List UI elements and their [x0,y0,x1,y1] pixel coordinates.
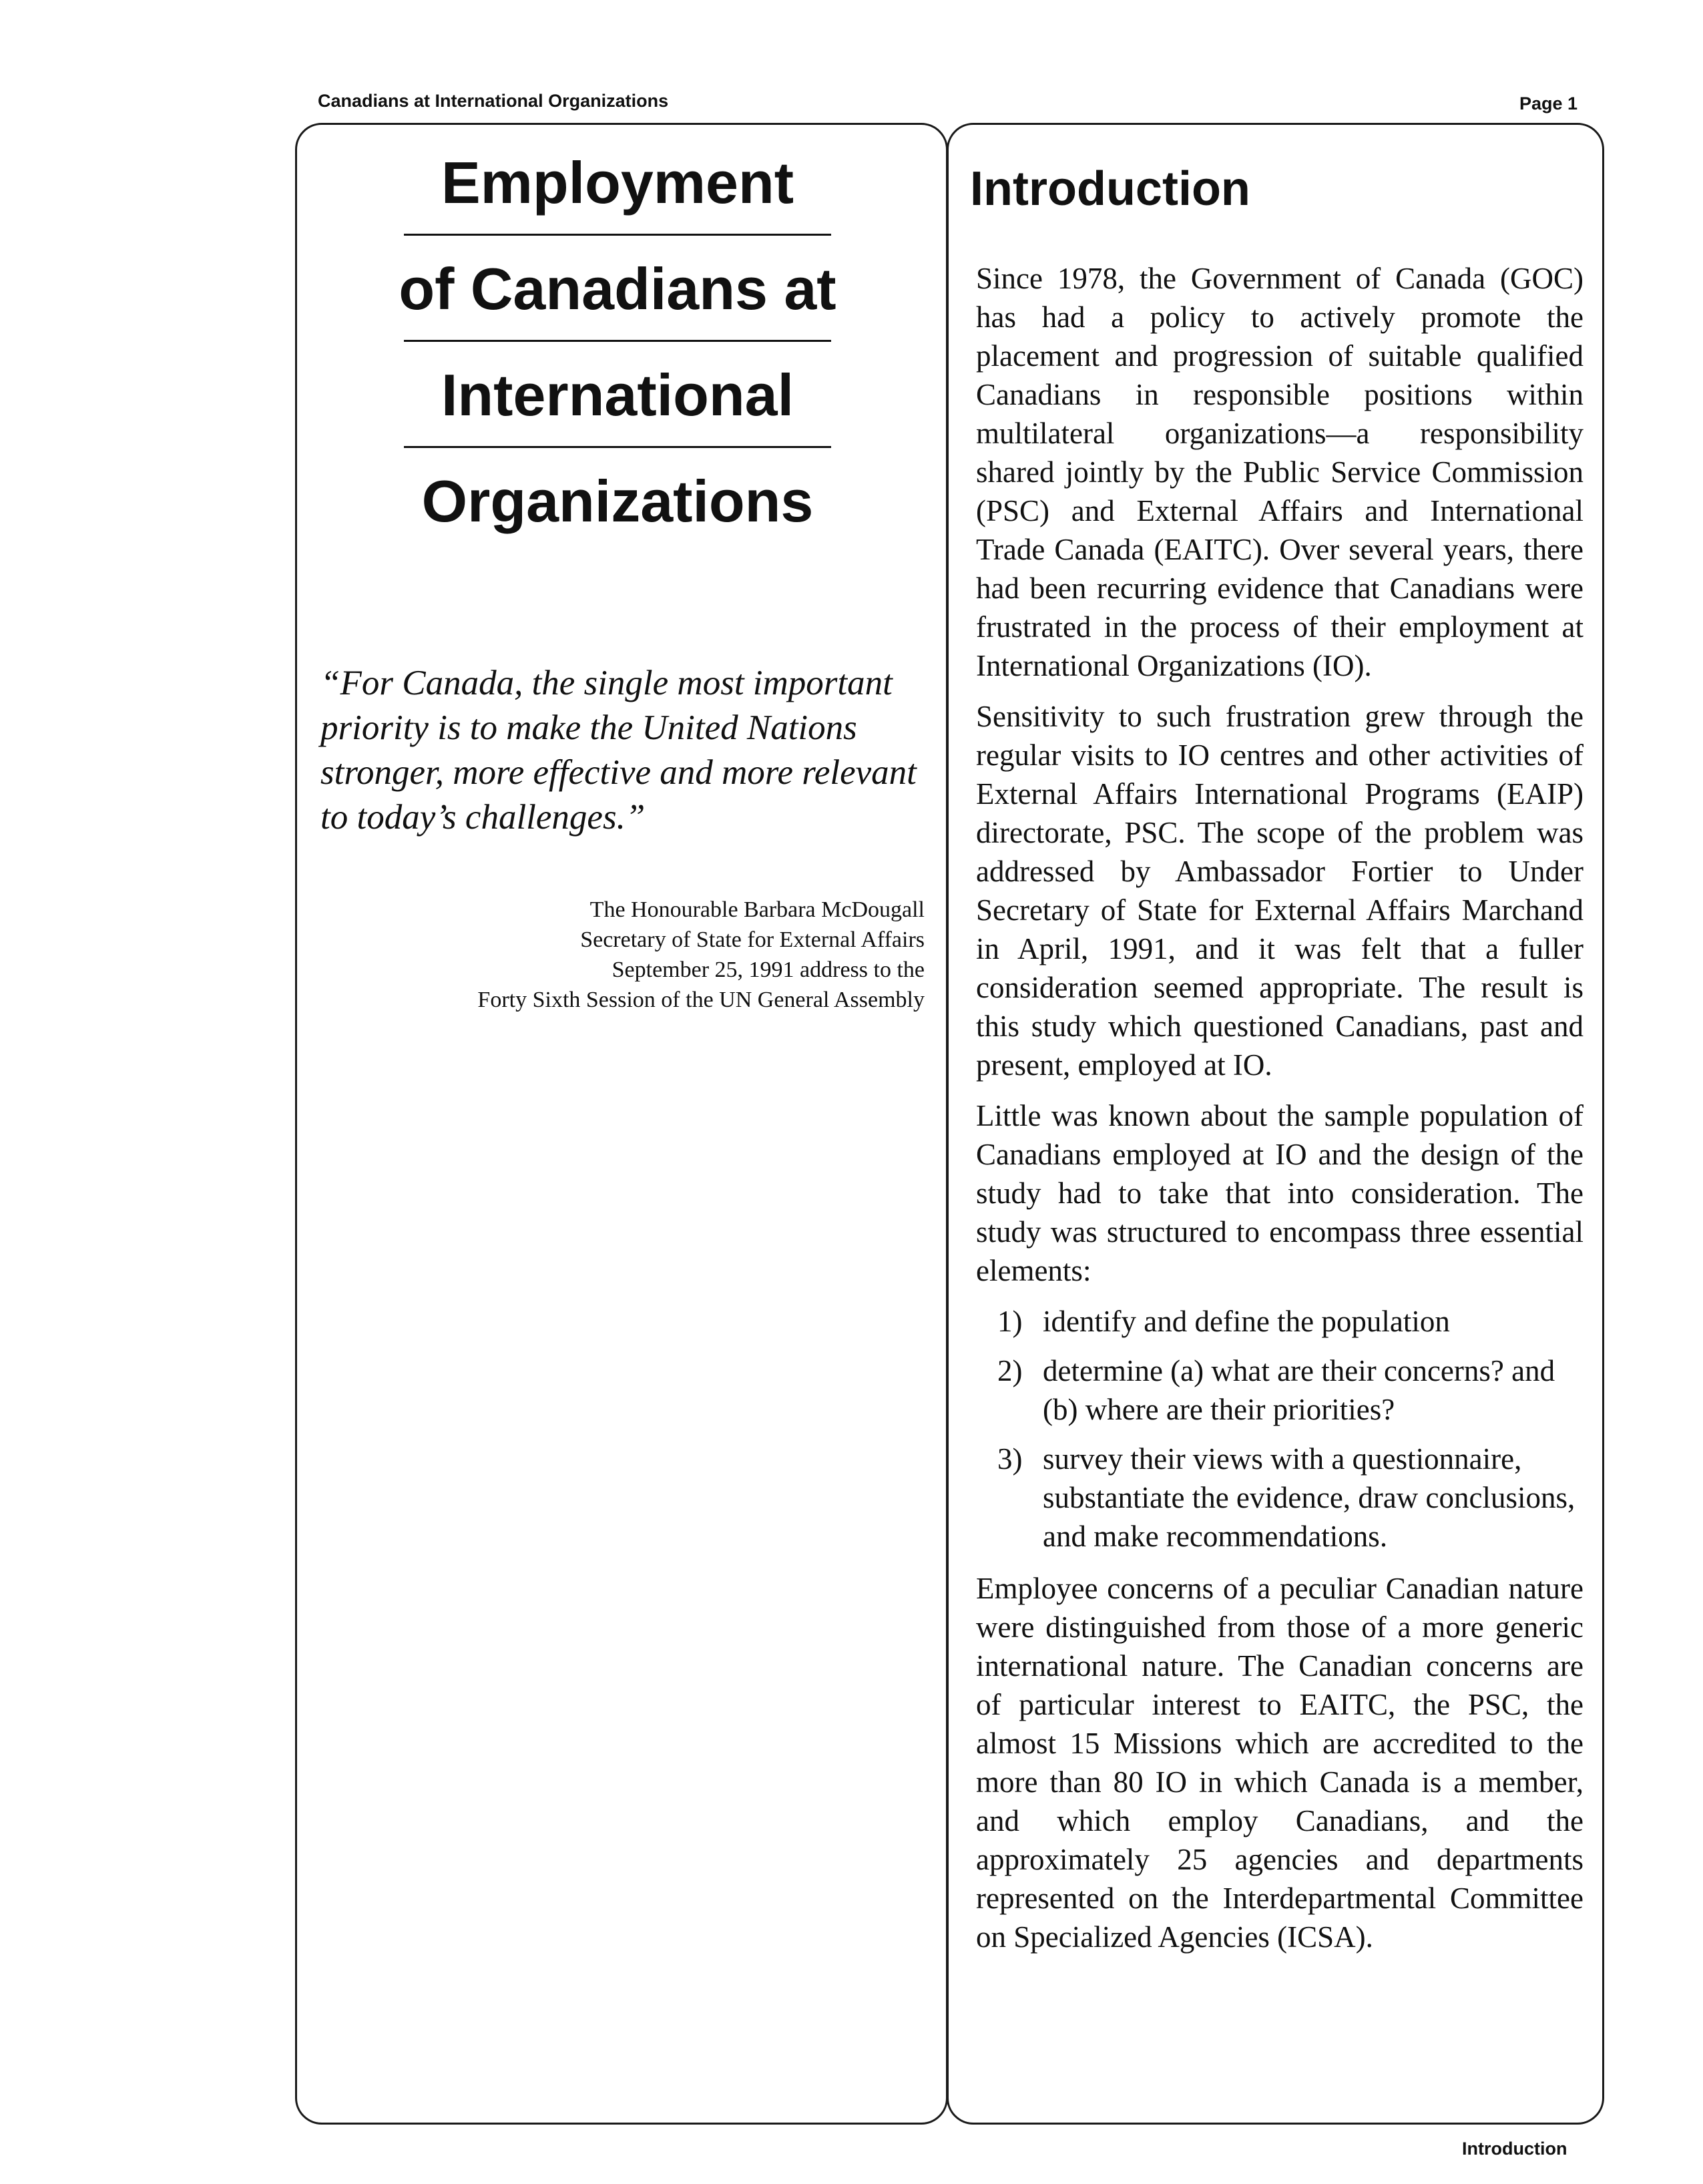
title-divider [404,234,831,236]
quote-attribution [320,895,925,1015]
list-item-text: survey their views with a questionnaire, substantiate the evidence, draw conclusions, and make recommendations. [1043,1442,1575,1553]
list-item [976,1440,1584,1556]
list-item-text: determine (a) what are their concerns? and (b) where are their priorities? [1043,1354,1555,1426]
running-title: Canadians at International Organizations [318,91,669,111]
elements-list [976,1302,1584,1556]
list-number: 1) [997,1305,1023,1338]
attribution-line: September 25, 1991 address to the [612,957,925,982]
title-divider [404,340,831,342]
list-number: 2) [997,1354,1023,1387]
body-paragraph: Little was known about the sample population of Canadians employed at IO and the design of the study had to take that into consideration. The study was structured to encompass three essential elements: [976,1099,1584,1287]
body-paragraph: Since 1978, the Government of Canada (GOC) has had a policy to actively promote the placement and progression of suitable qualified Canadians in responsible positions within multilateral organizations—a responsibility shared jointly by the Public Service Commission (PSC) and External Affairs and International Trade Canada (EAITC). Over several years, there had been recurring evidence that Canadians were frustrated in the process of their employment at International Organizations (IO). [976,262,1584,682]
attribution-line: Secretary of State for External Affairs [580,927,925,952]
list-item-text: identify and define the population [1043,1305,1450,1338]
attribution-line: Forty Sixth Session of the UN General Assembly [477,988,925,1012]
body-paragraph: Employee concerns of a peculiar Canadian nature were distinguished from those of a more generic international nature. The Canadian concerns are of particular interest to EAITC, the PSC, the almost 15 Missions which are accredited to the more than 80 IO in which Canada is a member, and which employ Canadians, and the approximately 25 agencies and departments represented on the Interdepartmental Committee on Specialized Agencies (ICSA). [976,1572,1584,1954]
section-heading: Introduction [970,162,1250,216]
title-line: Organizations [421,468,814,534]
list-item [976,1351,1584,1429]
title-line: Employment [441,150,794,216]
running-footer: Introduction [1462,2139,1567,2159]
title-line: International [441,362,794,428]
epigraph-quote: “For Canada, the single most important priority is to make the United Nations stronger, more effective and more relevant to today’s challenges.” [320,664,917,837]
document-title [360,150,875,534]
running-header [318,91,1577,118]
body-paragraph: Sensitivity to such frustration grew through the regular visits to IO centres and other activities of External Affairs International Programs (EAIP) directorate, PSC. The scope of the problem was addressed by Ambassador Fortier to Under Secretary of State for External Affairs Marchand in April, 1991, and it was felt that a fuller consideration seemed appropriate. The result is this study which questioned Canadians, past and present, employed at IO. [976,700,1584,1082]
list-item [976,1302,1584,1341]
attribution-line: The Honourable Barbara McDougall [589,897,925,922]
page-number: Page 1 [1519,93,1577,114]
title-divider [404,446,831,448]
list-number: 3) [997,1442,1023,1476]
title-line: of Canadians at [399,256,836,322]
introduction-body [976,259,1584,1968]
